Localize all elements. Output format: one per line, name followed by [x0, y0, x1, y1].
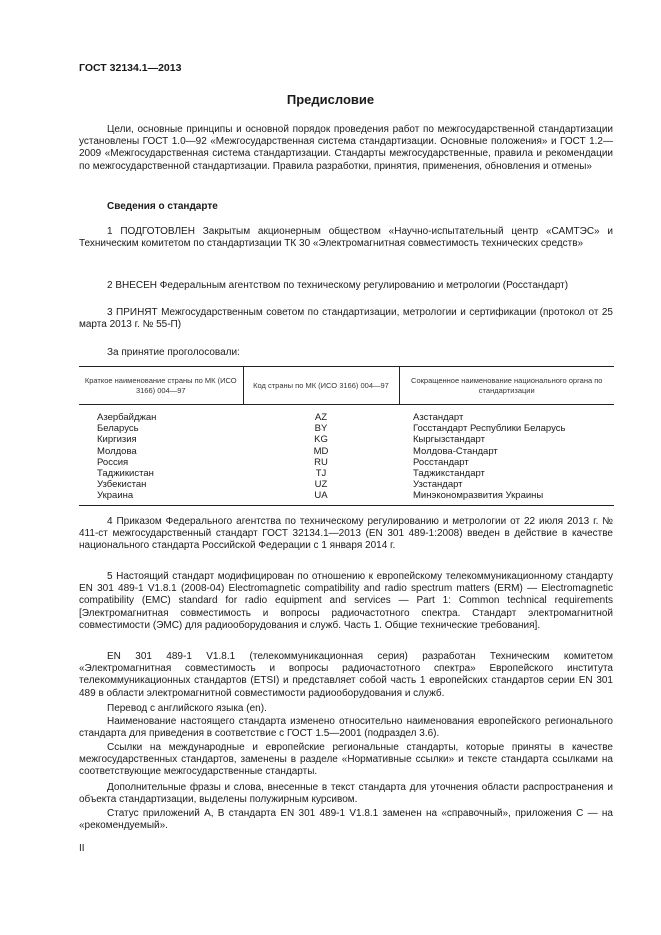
item-1-paragraph: 1 ПОДГОТОВЛЕН Закрытым акционерным обществом «Научно-испытательный центр «САМТЭС» и Техническим комитетом по стандартизации ТК 30 «Электромагнитная совместимость технических средств» — [79, 226, 613, 250]
country-code: UZ — [314, 479, 328, 491]
intro-paragraph: Цели, основные принципы и основной порядок проведения работ по межгосударственной стандартизации установлены ГОСТ 1.0—92 «Межгосударственная система стандартизации. Основные положения» и ГОСТ 1.2—2009 «Межгосударственная система стандартизации. Стандарты межгосударственные, правила и рекомендации по межгосударственной стандартизации. Правила разработки, принятия, применения, обновления и отмены» — [79, 124, 613, 172]
standards-body: Росстандарт — [413, 456, 469, 468]
voting-table — [79, 366, 614, 506]
standards-body: Госстандарт Республики Беларусь — [413, 423, 566, 435]
item-5-paragraph: 5 Настоящий стандарт модифицирован по отношению к европейскому телекоммуникационному стандарту EN 301 489-1 V1.8.1 (2008-04) Electromagnetic compatibility and radio spectrum matters (ERM) — Electromagnetic compatibility (EMC) standard for radio equipment and services — Part 1: Common technical requirements [Электромагнитная совместимость и вопросы радиочастотного спектра. Стандарт электромагнитной совместимости (ЭМС) для радиооборудования и служб. Часть 1. Общие технические требования]. — [79, 571, 613, 631]
standards-body: Молдова-Стандарт — [413, 445, 498, 457]
table-row — [79, 468, 614, 479]
translation-paragraph: Перевод с английского языка (en). — [107, 703, 267, 714]
references-paragraph: Ссылки на международные и европейские региональные стандарты, которые приняты в качестве межгосударственных стандартов, заменены в разделе «Нормативные ссылки» и тексте стандарта ссылками на соответствующие межгосударственные стандарты. — [79, 742, 613, 778]
column-header-body: Сокращенное наименование национального органа по стандартизации — [399, 367, 614, 405]
standards-body: Узстандарт — [413, 479, 463, 491]
country-name: Таджикистан — [97, 468, 154, 480]
en-standard-paragraph: EN 301 489-1 V1.8.1 (телекоммуникационная серия) разработан Техническим комитетом «Электромагнитная совместимость и вопросы радиочастотного спектра» Европейского института телекоммуникационных стандартов (ETSI) и представляет собой часть 1 европейских стандартов серии EN 301 489 в области электромагнитной совместимости радиооборудования и служб. — [79, 651, 613, 699]
standards-body: Азстандарт — [413, 412, 464, 423]
country-name: Молдова — [97, 445, 137, 457]
document-header: ГОСТ 32134.1—2013 — [79, 62, 182, 74]
table-row — [79, 423, 614, 434]
country-name: Азербайджан — [97, 412, 157, 423]
item-2-paragraph: 2 ВНЕСЕН Федеральным агентством по техническому регулированию и метрологии (Росстандарт) — [107, 280, 569, 291]
additional-phrases-paragraph: Дополнительные фразы и слова, внесенные в текст стандарта для уточнения области распространения и объекта стандартизации, выделены полужирным курсивом. — [79, 782, 613, 806]
page-title: Предисловие — [286, 92, 375, 107]
country-code: UA — [243, 490, 399, 505]
table-row — [79, 434, 614, 445]
country-code: MD — [313, 445, 329, 457]
table-row — [79, 457, 614, 468]
country-name: Узбекистан — [97, 479, 147, 491]
column-header-code: Код страны по МК (ИСО 3166) 004—97 — [243, 367, 399, 405]
standards-body: Таджикстандарт — [413, 468, 485, 480]
country-name: Украина — [79, 490, 243, 505]
country-name: Киргизия — [97, 434, 137, 446]
country-code: RU — [314, 456, 328, 468]
country-code: AZ — [314, 412, 328, 423]
standards-body: Минэкономразвития Украины — [399, 490, 614, 505]
table-row — [79, 446, 614, 457]
table-row — [79, 479, 614, 490]
country-name: Беларусь — [97, 423, 139, 435]
table-row — [79, 490, 614, 505]
table-row — [79, 405, 614, 424]
country-name: Россия — [97, 456, 129, 468]
item-3-paragraph: 3 ПРИНЯТ Межгосударственным советом по стандартизации, метрологии и сертификации (протокол от 25 марта 2013 г. № 55-П) — [79, 307, 613, 331]
table-header-row — [79, 367, 614, 405]
column-header-country: Краткое наименование страны по МК (ИСО 3166) 004—97 — [79, 367, 243, 405]
country-code: BY — [314, 423, 328, 435]
country-code: TJ — [315, 468, 327, 480]
page-number: II — [79, 843, 85, 854]
standards-body: Кыргызстандарт — [413, 434, 485, 446]
item-4-paragraph: 4 Приказом Федерального агентства по техническому регулированию и метрологии от 22 июля 2013 г. № 411-ст межгосударственный стандарт ГОСТ 32134.1—2013 (EN 301 489-1:2008) введен в действие в качестве национального стандарта Российской Федерации с 1 января 2014 г. — [79, 516, 613, 552]
vote-intro: За принятие проголосовали: — [107, 347, 240, 358]
annex-status-paragraph: Статус приложений А, В стандарта EN 301 489-1 V1.8.1 заменен на «справочный», приложения С — на «рекомендуемый». — [79, 808, 613, 832]
name-change-paragraph: Наименование настоящего стандарта изменено относительно наименования европейского регионального стандарта для приведения в соответствие с ГОСТ 1.5—2001 (подраздел 3.6). — [79, 716, 613, 740]
country-code: KG — [314, 434, 328, 446]
section-subtitle: Сведения о стандарте — [107, 201, 218, 212]
